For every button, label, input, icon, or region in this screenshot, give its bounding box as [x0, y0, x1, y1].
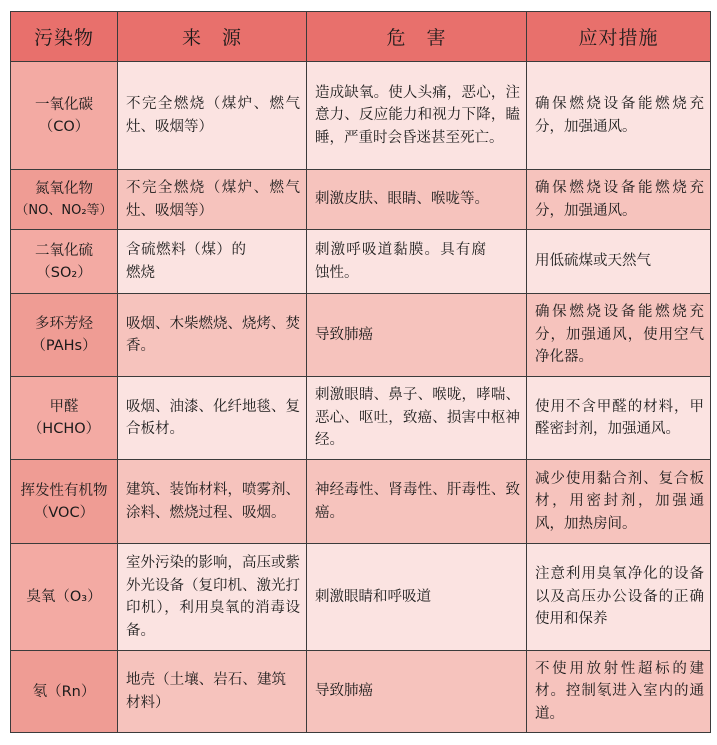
- header-harm: 危 害: [307, 12, 527, 62]
- pollutant-cell: [11, 230, 118, 294]
- source-cell: 吸烟、木柴燃烧、烧烤、焚香。: [118, 294, 307, 377]
- measure-cell: 使用不含甲醛的材料，甲醛密封剂，加强通风。: [527, 377, 711, 460]
- pollutant-formula: （NO、NO₂等）: [15, 202, 113, 218]
- pollutant-formula: （PAHs）: [31, 338, 97, 354]
- harm-cell: 导致肺癌: [307, 651, 527, 733]
- pollutant-table: [10, 11, 711, 733]
- pollutant-name: 一氧化碳: [35, 96, 93, 113]
- pollutant-cell: [11, 170, 118, 230]
- measure-cell: 减少使用黏合剂、复合板材，用密封剂，加强通风，加热房间。: [527, 460, 711, 544]
- pollutant-formula: （CO）: [38, 118, 90, 135]
- measure-cell: 注意利用臭氧净化的设备以及高压办公设备的正确使用和保养: [527, 544, 711, 651]
- table-row: [11, 544, 711, 651]
- pollutant-name: 甲醛: [49, 399, 79, 415]
- pollutant-name: 挥发性有机物: [20, 482, 108, 499]
- table-row: [11, 62, 711, 170]
- pollutant-cell: [11, 294, 118, 377]
- harm-cell: 刺激眼睛、鼻子、喉咙，哮喘、恶心、呕吐，致癌、损害中枢神经。: [307, 377, 527, 460]
- pollutant-cell: [11, 651, 118, 733]
- header-row: [11, 12, 711, 62]
- pollutant-formula: （VOC）: [33, 504, 95, 521]
- measure-cell: 用低硫煤或天然气: [527, 230, 711, 294]
- harm-cell: 刺激呼吸道黏膜。具有腐蚀性。: [307, 230, 527, 294]
- pollutant-name: 氮氧化物: [35, 180, 93, 197]
- table-row: [11, 294, 711, 377]
- pollutant-name: 二氧化硫: [35, 242, 93, 259]
- source-cell: 室外污染的影响，高压或紫外光设备（复印机、激光打印机），利用臭氧的消毒设备。: [118, 544, 307, 651]
- source-cell: 建筑、装饰材料，喷雾剂、涂料、燃烧过程、吸烟。: [118, 460, 307, 544]
- table-row: [11, 170, 711, 230]
- pollutant-name: 臭氧（O₃）: [26, 589, 102, 605]
- pollutant-cell: [11, 377, 118, 460]
- table-row: [11, 651, 711, 733]
- source-cell: 含硫燃料（煤）的燃烧: [118, 230, 307, 294]
- measure-cell: 确保燃烧设备能燃烧充分，加强通风，使用空气净化器。: [527, 294, 711, 377]
- table-row: [11, 230, 711, 294]
- source-cell: 地壳（土壤、岩石、建筑材料）: [118, 651, 307, 733]
- harm-cell: 神经毒性、肾毒性、肝毒性、致癌。: [307, 460, 527, 544]
- pollutant-cell: [11, 544, 118, 651]
- measure-cell: 确保燃烧设备能燃烧充分，加强通风。: [527, 62, 711, 170]
- harm-cell: 造成缺氧。使人头痛，恶心，注意力、反应能力和视力下降，瞌睡，严重时会昏迷甚至死亡。: [307, 62, 527, 170]
- header-measure: 应对措施: [527, 12, 711, 62]
- source-cell: 吸烟、油漆、化纤地毯、复合板材。: [118, 377, 307, 460]
- pollutant-name: 多环芳烃: [35, 316, 93, 332]
- pollutant-cell: [11, 460, 118, 544]
- measure-cell: 不使用放射性超标的建材。控制氡进入室内的通道。: [527, 651, 711, 733]
- measure-cell: 确保燃烧设备能燃烧充分，加强通风。: [527, 170, 711, 230]
- table-row: [11, 460, 711, 544]
- pollutant-name: 氡（Rn）: [32, 683, 96, 700]
- table-row: [11, 377, 711, 460]
- pollutant-formula: （SO₂）: [36, 264, 92, 281]
- source-cell: 不完全燃烧（煤炉、燃气灶、吸烟等）: [118, 170, 307, 230]
- pollutant-cell: [11, 62, 118, 170]
- pollutant-formula: （HCHO）: [27, 421, 101, 437]
- header-source: 来 源: [118, 12, 307, 62]
- harm-cell: 导致肺癌: [307, 294, 527, 377]
- header-pollutant: 污染物: [11, 12, 118, 62]
- pollutant-table-container: [10, 11, 710, 733]
- harm-cell: 刺激眼睛和呼吸道: [307, 544, 527, 651]
- harm-cell: 刺激皮肤、眼睛、喉咙等。: [307, 170, 527, 230]
- source-cell: 不完全燃烧（煤炉、燃气灶、吸烟等）: [118, 62, 307, 170]
